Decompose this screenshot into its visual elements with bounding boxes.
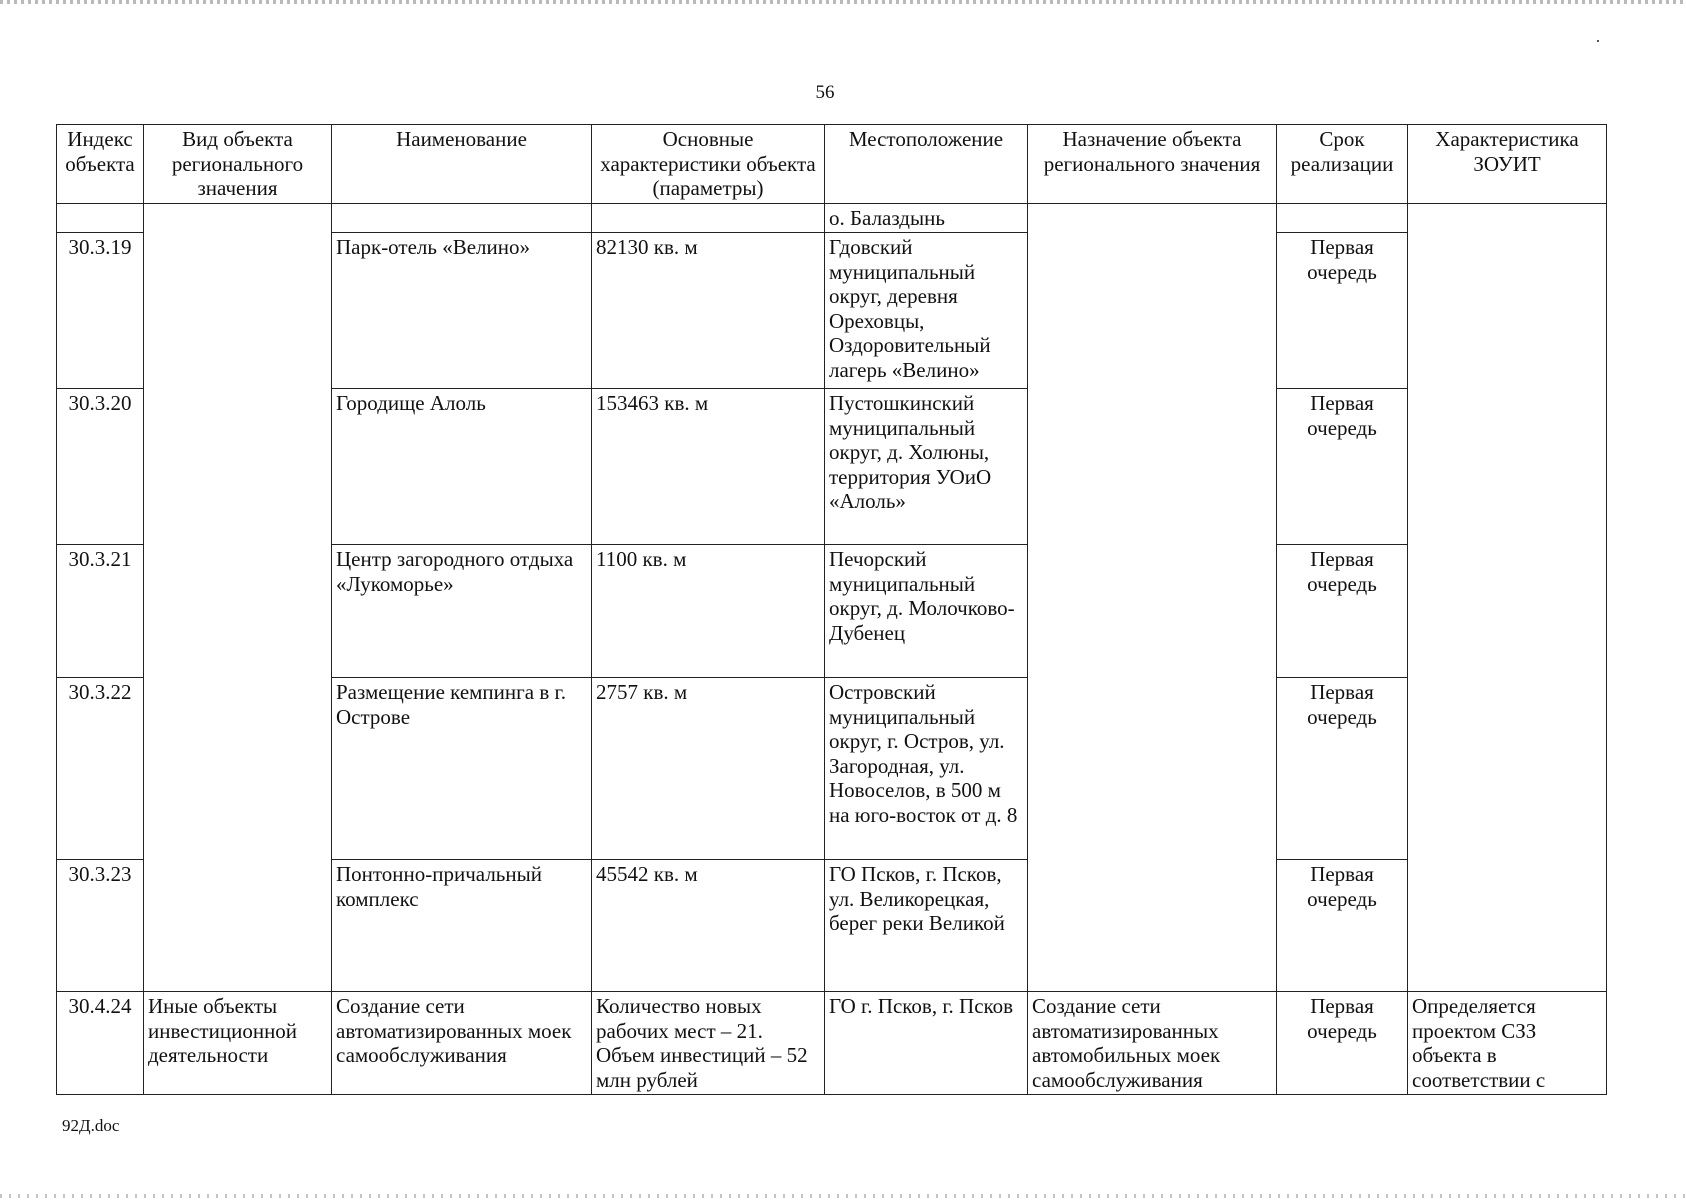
header-type: Вид объекта регионального значения: [144, 125, 332, 204]
params-cell: 2757 кв. м: [592, 678, 825, 860]
type-merged-cell: [144, 203, 332, 992]
location-cell: Гдовский муниципальный округ, деревня Ореховцы, Оздоровительный лагерь «Велино»: [825, 233, 1028, 389]
name-cell: Парк-отель «Велино»: [332, 233, 592, 389]
term-cell: Первая очередь: [1277, 389, 1408, 545]
table-row: [57, 992, 1607, 1095]
continuation-row: [57, 203, 1607, 233]
purpose-merged-cell: [1028, 203, 1277, 992]
scan-speck: [1597, 40, 1599, 42]
header-index: Индекс объекта: [57, 125, 144, 204]
zouit-merged-cell: [1408, 203, 1607, 992]
table-cell: [592, 203, 825, 233]
index-cell: 30.3.21: [57, 545, 144, 678]
objects-table: [56, 124, 1607, 1095]
params-cell: 1100 кв. м: [592, 545, 825, 678]
name-cell: Городище Алоль: [332, 389, 592, 545]
term-cell: Первая очередь: [1277, 545, 1408, 678]
header-purpose: Назначение объекта регионального значения: [1028, 125, 1277, 204]
location-cell: Печорский муниципальный округ, д. Молочково-Дубенец: [825, 545, 1028, 678]
location-cell: Пустошкинский муниципальный округ, д. Холюны, территория УОиО «Алоль»: [825, 389, 1028, 545]
term-cell: Первая очередь: [1277, 992, 1408, 1095]
index-cell: 30.3.19: [57, 233, 144, 389]
header-name: Наименование: [332, 125, 592, 204]
params-cell: 45542 кв. м: [592, 860, 825, 992]
table-header-row: [57, 125, 1607, 204]
header-location: Местоположение: [825, 125, 1028, 204]
name-cell: Создание сети автоматизированных моек самообслуживания: [332, 992, 592, 1095]
index-cell: 30.3.23: [57, 860, 144, 992]
term-cell: Первая очередь: [1277, 860, 1408, 992]
table-cell: [1277, 203, 1408, 233]
zouit-cell: Определяется проектом СЗЗ объекта в соответствии с: [1408, 992, 1607, 1095]
table-cell: [332, 203, 592, 233]
term-cell: Первая очередь: [1277, 678, 1408, 860]
location-cell: ГО Псков, г. Псков, ул. Великорецкая, берег реки Великой: [825, 860, 1028, 992]
params-cell: 153463 кв. м: [592, 389, 825, 545]
name-cell: Размещение кемпинга в г. Острове: [332, 678, 592, 860]
location-cell: Островский муниципальный округ, г. Остров, ул. Загородная, ул. Новоселов, в 500 м на юго-восток от д. 8: [825, 678, 1028, 860]
table-cell: [57, 203, 144, 233]
params-cell: 82130 кв. м: [592, 233, 825, 389]
index-cell: 30.4.24: [57, 992, 144, 1095]
term-cell: Первая очередь: [1277, 233, 1408, 389]
purpose-cell: Создание сети автоматизированных автомобильных моек самообслуживания: [1028, 992, 1277, 1095]
location-cell: ГО г. Псков, г. Псков: [825, 992, 1028, 1095]
footer-filename: 92Д.doc: [62, 1116, 120, 1135]
scan-edge-bottom: [0, 1194, 1686, 1198]
header-zouit: Характеристика ЗОУИТ: [1408, 125, 1607, 204]
scan-edge-top: [0, 0, 1686, 4]
page-number: 56: [815, 82, 835, 103]
name-cell: Понтонно-причальный комплекс: [332, 860, 592, 992]
type-cell: Иные объекты инвестиционной деятельности: [144, 992, 332, 1095]
params-cell: Количество новых рабочих мест – 21. Объем инвестиций – 52 млн рублей: [592, 992, 825, 1095]
header-params: Основные характеристики объекта (параметры): [592, 125, 825, 204]
index-cell: 30.3.22: [57, 678, 144, 860]
index-cell: 30.3.20: [57, 389, 144, 545]
header-term: Срок реализации: [1277, 125, 1408, 204]
name-cell: Центр загородного отдыха «Лукоморье»: [332, 545, 592, 678]
location-cell: о. Балаздынь: [825, 203, 1028, 233]
